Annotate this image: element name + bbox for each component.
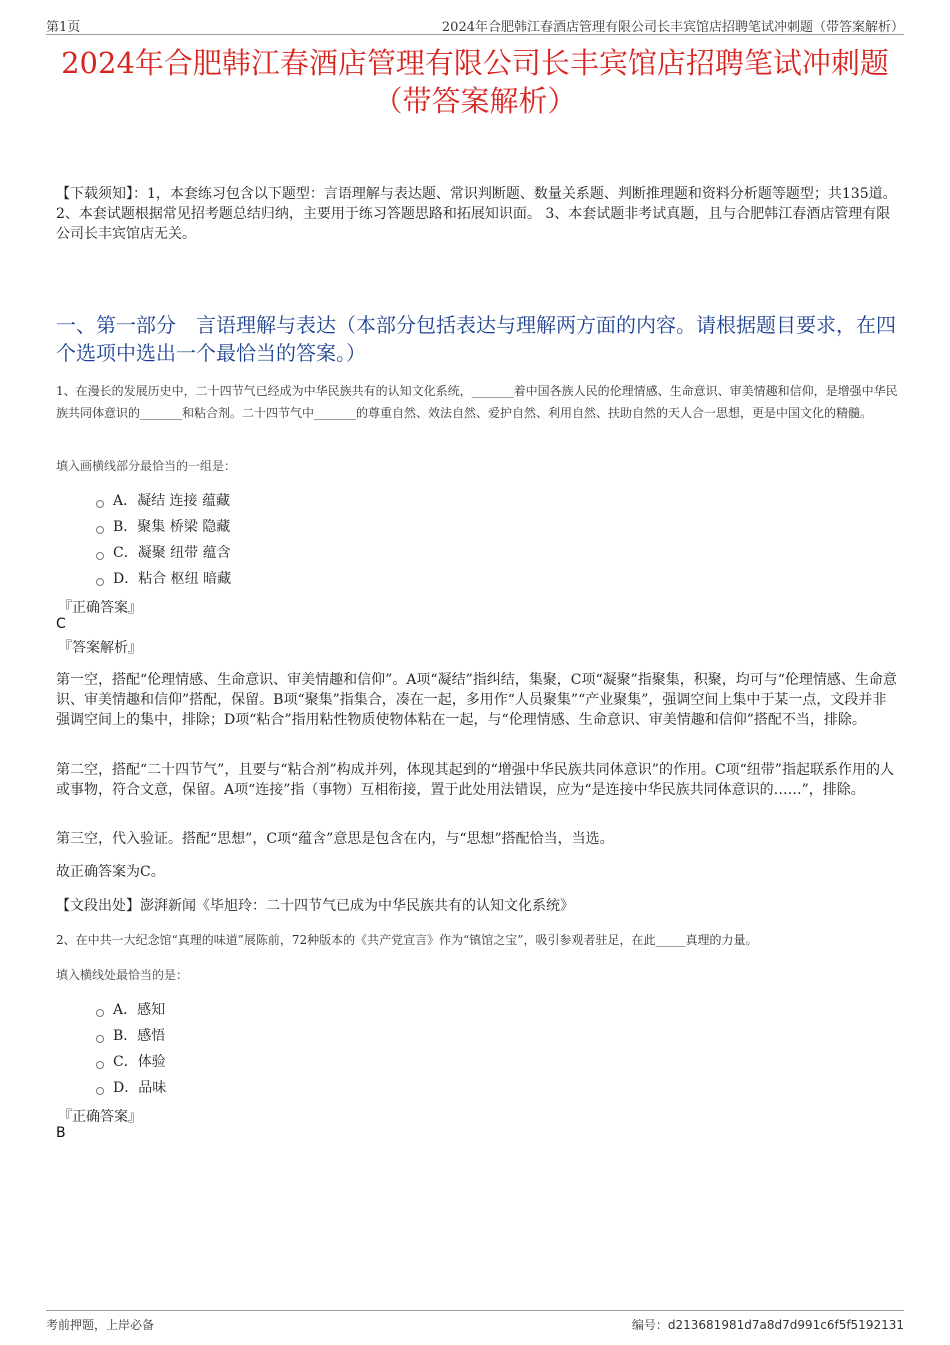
footer-code-label: 编号： [631, 1318, 668, 1332]
section-heading: 一、第一部分 言语理解与表达（本部分包括表达与理解两方面的内容。请根据题目要求，在四个选项中选出一个最恰当的答案。） [56, 313, 896, 365]
footer-code [632, 1316, 904, 1333]
page-footer [46, 1310, 904, 1333]
option-label: A．感知 [113, 1002, 166, 1018]
answer-value: C [56, 616, 66, 632]
option-d[interactable] [96, 566, 231, 592]
option-c[interactable] [96, 1049, 166, 1075]
answer-label: 『正确答案』 [58, 600, 142, 616]
radio-icon[interactable] [96, 1061, 104, 1069]
option-label: D．粘合 枢纽 暗藏 [113, 571, 232, 587]
footer-slogan: 考前押题，上岸必备 [46, 1318, 155, 1332]
page-header [46, 14, 904, 35]
option-label: B．聚集 桥梁 隐藏 [113, 519, 231, 535]
radio-icon[interactable] [96, 578, 104, 586]
radio-icon[interactable] [96, 552, 104, 560]
option-b[interactable] [96, 514, 231, 540]
document-title: 2024年合肥韩江春酒店管理有限公司长丰宾馆店招聘笔试冲刺题（带答案解析） [61, 46, 889, 118]
answer-label: 『正确答案』 [58, 1109, 142, 1125]
radio-icon[interactable] [96, 1087, 104, 1095]
radio-icon[interactable] [96, 500, 104, 508]
source-citation: 【文段出处】澎湃新闻《毕旭玲：二十四节气已成为中华民族共有的认知文化系统》 [56, 898, 574, 914]
option-label: B．感悟 [113, 1028, 166, 1044]
question-1-options [96, 488, 231, 592]
option-c[interactable] [96, 540, 231, 566]
option-label: C．凝聚 纽带 蕴含 [113, 545, 231, 561]
option-b[interactable] [96, 1023, 166, 1049]
radio-icon[interactable] [96, 526, 104, 534]
question-2-stem: 2、在中共一大纪念馆“真理的味道”展陈前，72种版本的《共产党宣言》作为“镇馆之宝”，吸引参观者驻足，在此_____真理的力量。 [56, 933, 758, 947]
analysis-label: 『答案解析』 [58, 640, 142, 656]
question-2-hint: 填入横线处最恰当的是： [56, 968, 189, 982]
analysis-paragraph-4: 故正确答案为C。 [56, 864, 165, 880]
page-number: 第1页 [46, 20, 81, 35]
option-label: C．体验 [113, 1054, 166, 1070]
download-notice: 【下载须知】：1，本套练习包含以下题型：言语理解与表达题、常识判断题、数量关系题、判断推理题和资料分析题等题型；共135道。 2、本套试题根据常见招考题总结归纳，主要用于练习答题思路和拓展知识面。 3、本套试题非考试真题，且与合肥韩江春酒店管理有限公司长丰宾馆店无关。 [56, 186, 897, 242]
option-label: A．凝结 连接 蕴藏 [113, 493, 231, 509]
analysis-paragraph-3: 第三空，代入验证。搭配“思想”，C项“蕴含”意思是包含在内，与“思想”搭配恰当，当选。 [56, 831, 614, 847]
radio-icon[interactable] [96, 1035, 104, 1043]
header-doc-title: 2024年合肥韩江春酒店管理有限公司长丰宾馆店招聘笔试冲刺题（带答案解析） [441, 20, 904, 35]
option-label: D．品味 [113, 1080, 167, 1096]
option-d[interactable] [96, 1075, 166, 1101]
analysis-paragraph-1: 第一空，搭配“伦理情感、生命意识、审美情趣和信仰”。A项“凝结”指纠结，集聚，C项“凝聚”指聚集，积聚，均可与“伦理情感、生命意识、审美情趣和信仰”搭配，保留。B项“聚集”指集合，凑在一起，多用作“人员聚集”“产业聚集”，强调空间上集中于某一点，文段并非强调空间上的集中，排除；D项“粘合”指用粘性物质使物体粘在一起，与“伦理情感、生命意识、审美情趣和信仰”搭配不当，排除。 [56, 672, 897, 728]
question-1-stem: 1、在漫长的发展历史中，二十四节气已经成为中华民族共有的认知文化系统，_______着中国各族人民的伦理情感、生命意识、审美情趣和信仰，是增强中华民族共同体意识的_______和粘合剂。二十四节气中_______的尊重自然、效法自然、爱护自然、利用自然、扶助自然的天人合一思想，更是中国文化的精髓。 [56, 384, 898, 420]
answer-value: B [56, 1125, 66, 1141]
option-a[interactable] [96, 997, 166, 1023]
question-2-options [96, 997, 166, 1101]
option-a[interactable] [96, 488, 231, 514]
radio-icon[interactable] [96, 1009, 104, 1017]
analysis-paragraph-2: 第二空，搭配“二十四节气”，且要与“粘合剂”构成并列，体现其起到的“增强中华民族共同体意识”的作用。C项“纽带”指起联系作用的人或事物，符合文意，保留。A项“连接”指（事物）互相衔接，置于此处用法错误，应为“是连接中华民族共同体意识的……”，排除。 [56, 762, 894, 798]
question-1-hint: 填入画横线部分最恰当的一组是： [56, 459, 237, 473]
footer-code-value: d213681981d7a8d7d991c6f5f5192131 [667, 1318, 904, 1332]
